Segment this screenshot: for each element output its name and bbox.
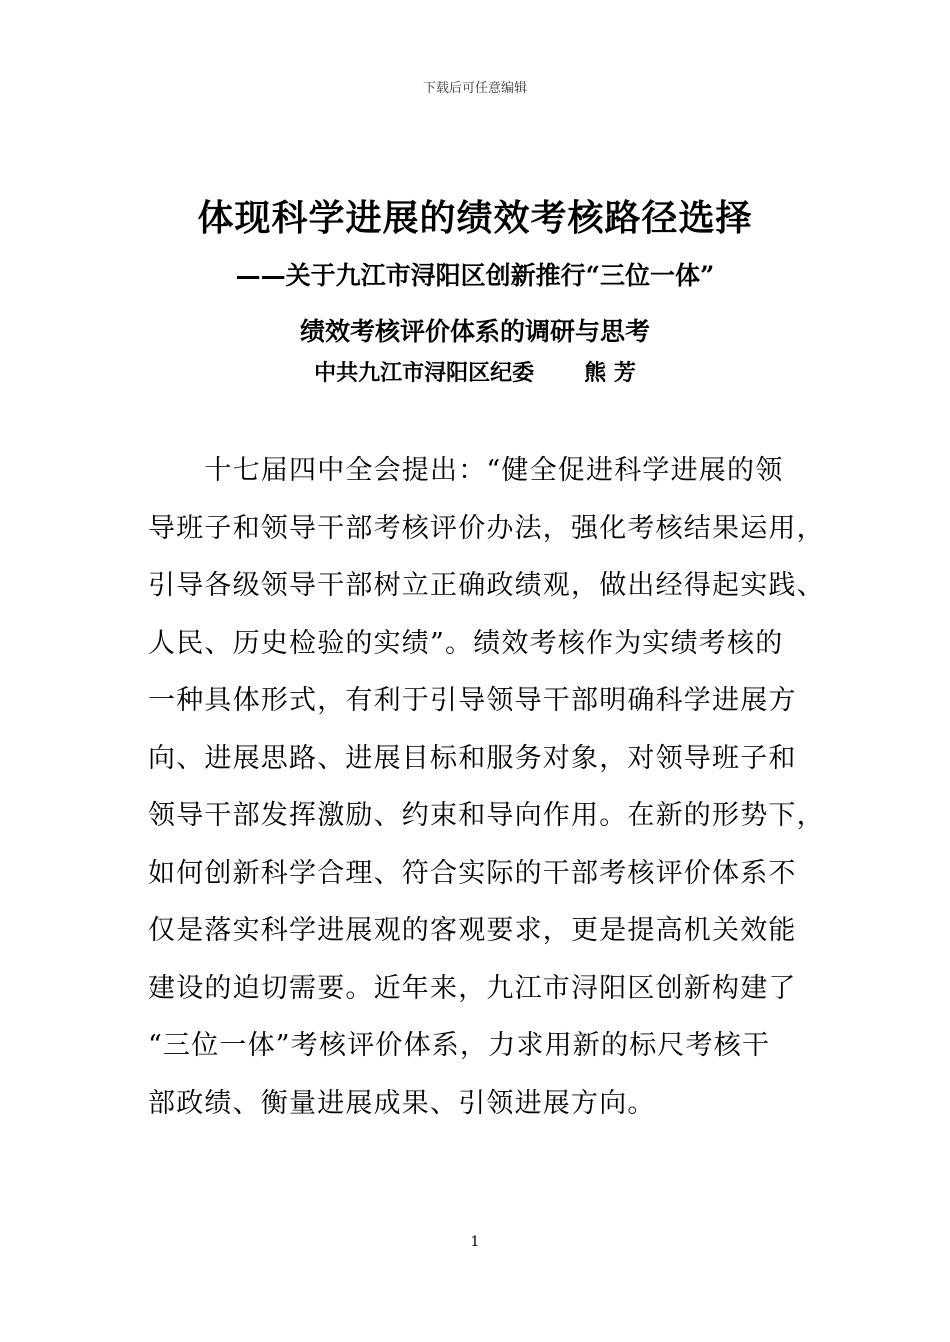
body-line: 如何创新科学合理、符合实际的干部考核评价体系不 <box>148 857 797 889</box>
body-line: 引导各级领导干部树立正确政绩观，做出经得起实践、 <box>148 570 825 601</box>
document-subtitle-line-2: 绩效考核评价体系的调研与思考 <box>299 317 650 346</box>
body-line: 十七届四中全会提出：“健全促进科学进展的领 <box>148 455 784 486</box>
author-name: 熊 芳 <box>584 360 636 386</box>
document-title: 体现科学进展的绩效考核路径选择 <box>197 198 753 239</box>
body-line: 领导干部发挥激励、约束和导向作用。在新的形势下， <box>148 800 825 831</box>
body-line: 一种具体形式，有利于引导领导干部明确科学进展方 <box>148 685 797 716</box>
body-line: 导班子和领导干部考核评价办法，强化考核结果运用， <box>148 512 825 544</box>
body-paragraph <box>148 448 838 1138</box>
body-line: “三位一体”考核评价体系，力求用新的标尺考核干 <box>148 1030 771 1061</box>
body-line: 部政绩、衡量进展成果、引领进展方向。 <box>148 1087 656 1119</box>
page-number: 1 <box>470 1234 480 1250</box>
document-subtitle-line-1: ——关于九江市浔阳区创新推行“三位一体” <box>235 261 715 290</box>
body-line: 人民、历史检验的实绩”。绩效考核作为实绩考核的 <box>148 627 784 659</box>
header-note: 下载后可任意编辑 <box>422 81 527 96</box>
body-line: 向、进展思路、进展目标和服务对象，对领导班子和 <box>148 742 797 774</box>
body-line: 建设的迫切需要。近年来，九江市浔阳区创新构建了 <box>148 972 797 1004</box>
body-line: 仅是落实科学进展观的客观要求，更是提高机关效能 <box>148 915 797 946</box>
author-organization: 中共九江市浔阳区纪委 <box>314 360 535 386</box>
author-line <box>0 356 950 387</box>
